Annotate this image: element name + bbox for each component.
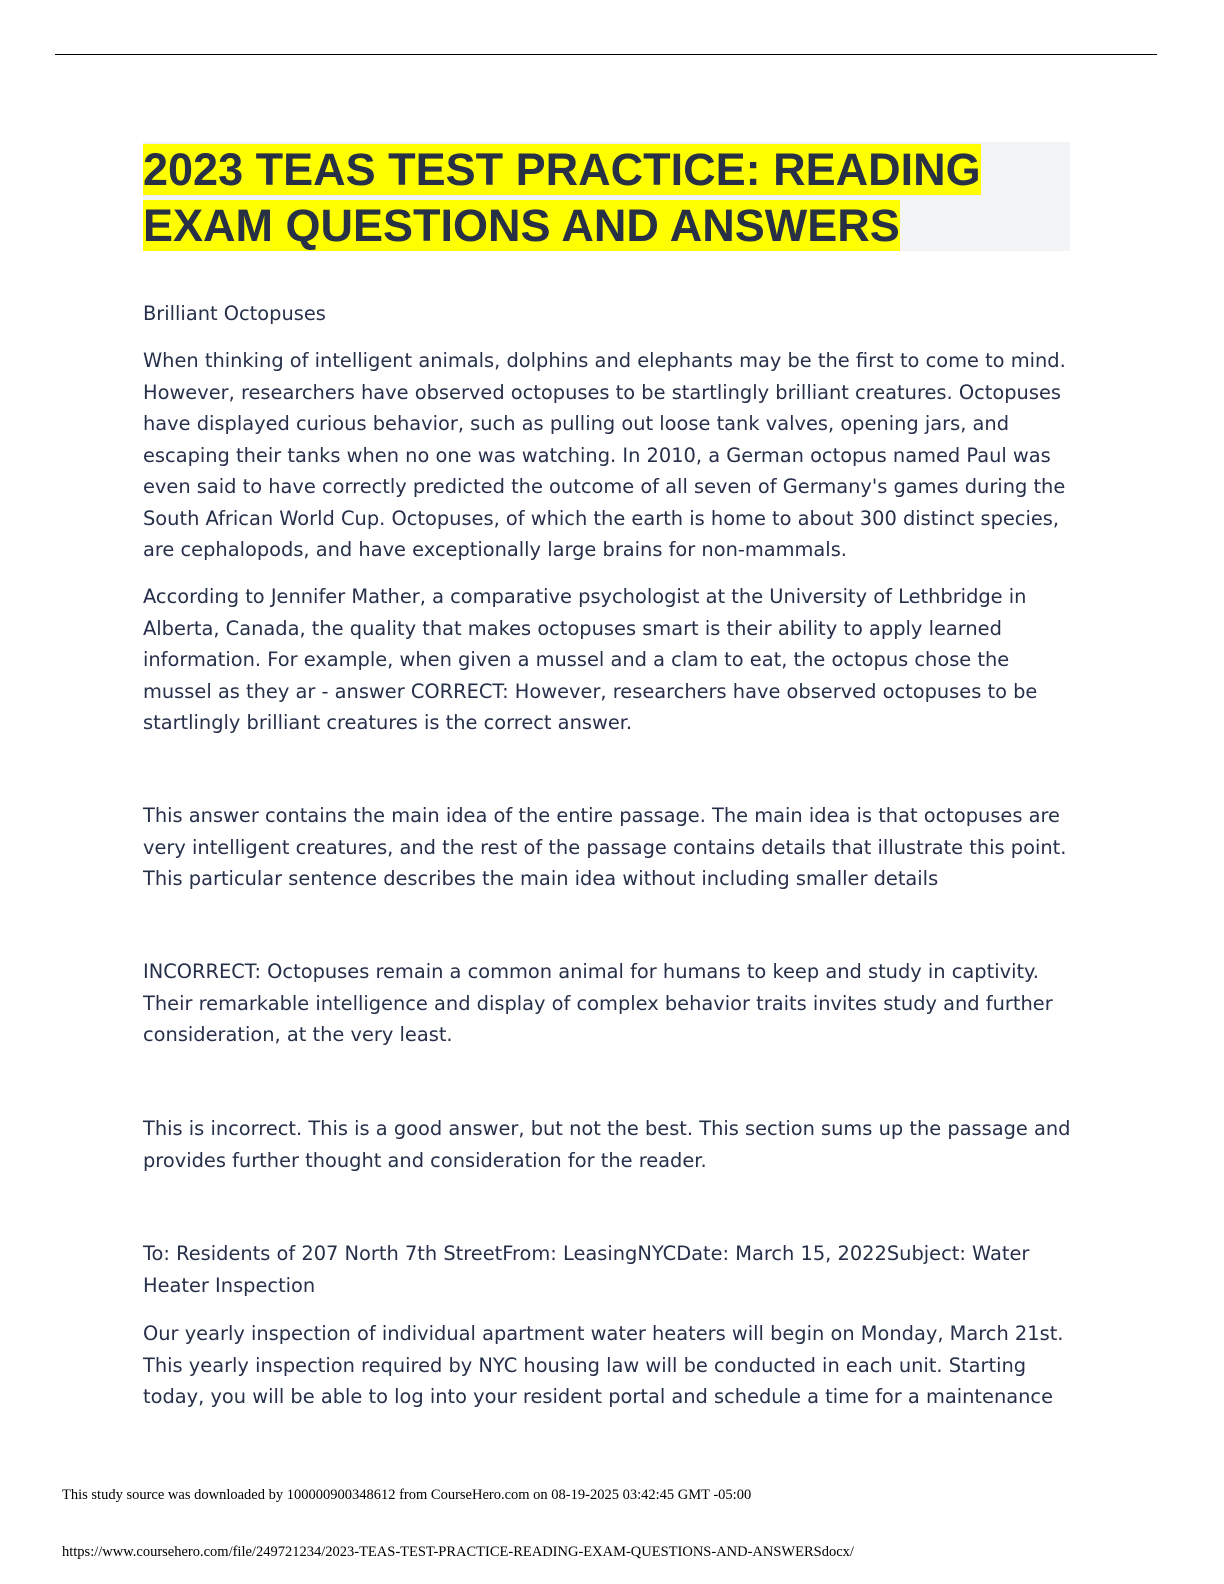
passage-title: Brilliant Octopuses	[143, 302, 326, 325]
paragraph-incorrect-explanation: This is incorrect. This is a good answer, but not the best. This section sums up the passage and provides further thought and consideration for the reader.	[143, 1117, 1071, 1172]
title-block	[143, 142, 1070, 251]
top-horizontal-rule	[55, 54, 1157, 55]
title-line-2: EXAM QUESTIONS AND ANSWERS	[143, 200, 900, 251]
paragraph-mather-answer: According to Jennifer Mather, a comparative psychologist at the University of Lethbridge in Alberta, Canada, the quality that makes octopuses smart is their ability to apply learned information. For example, when given a mussel and a clam to eat, the octopus chose the mussel as they ar - answer CORRECT: However, researchers have observed octopuses to be startlingly brilliant creatures is the correct answer.	[143, 585, 1038, 734]
memo-header: To: Residents of 207 North 7th StreetFrom: LeasingNYCDate: March 15, 2022Subject: Water Heater Inspection	[143, 1242, 1030, 1297]
download-source-notice: This study source was downloaded by 100000900348612 from CourseHero.com on 08-19-2025 03:42:45 GMT -05:00	[62, 1487, 752, 1503]
paragraph-octopus-intro: When thinking of intelligent animals, dolphins and elephants may be the first to come to mind. However, researchers have observed octopuses to be startlingly brilliant creatures. Octopuses have displayed curious behavior, such as pulling out loose tank valves, opening jars, and escaping their tanks when no one was watching. In 2010, a German octopus named Paul was even said to have correctly predicted the outcome of all seven of Germany's games during the South African World Cup. Octopuses, of which the earth is home to about 300 distinct species, are cephalopods, and have exceptionally large brains for non-mammals.	[143, 349, 1066, 561]
paragraph-incorrect-option: INCORRECT: Octopuses remain a common animal for humans to keep and study in captivity. Their remarkable intelligence and display of complex behavior traits invites study and further consideration, at the very least.	[143, 960, 1053, 1046]
paragraph-inspection-notice: Our yearly inspection of individual apartment water heaters will begin on Monday, March 21st. This yearly inspection required by NYC housing law will be conducted in each unit. Starting today, you will be able to log into your resident portal and schedule a time for a maintenance	[143, 1322, 1064, 1408]
paragraph-correct-explanation: This answer contains the main idea of the entire passage. The main idea is that octopuses are very intelligent creatures, and the rest of the passage contains details that illustrate this point. This particular sentence describes the main idea without including smaller details	[143, 804, 1067, 890]
title-line-1: 2023 TEAS TEST PRACTICE: READING	[143, 144, 981, 195]
document-title	[143, 142, 1070, 254]
source-url[interactable]: https://www.coursehero.com/file/249721234/2023-TEAS-TEST-PRACTICE-READING-EXAM-QUESTIONS-AND-ANSWERSdocx/	[62, 1544, 854, 1560]
